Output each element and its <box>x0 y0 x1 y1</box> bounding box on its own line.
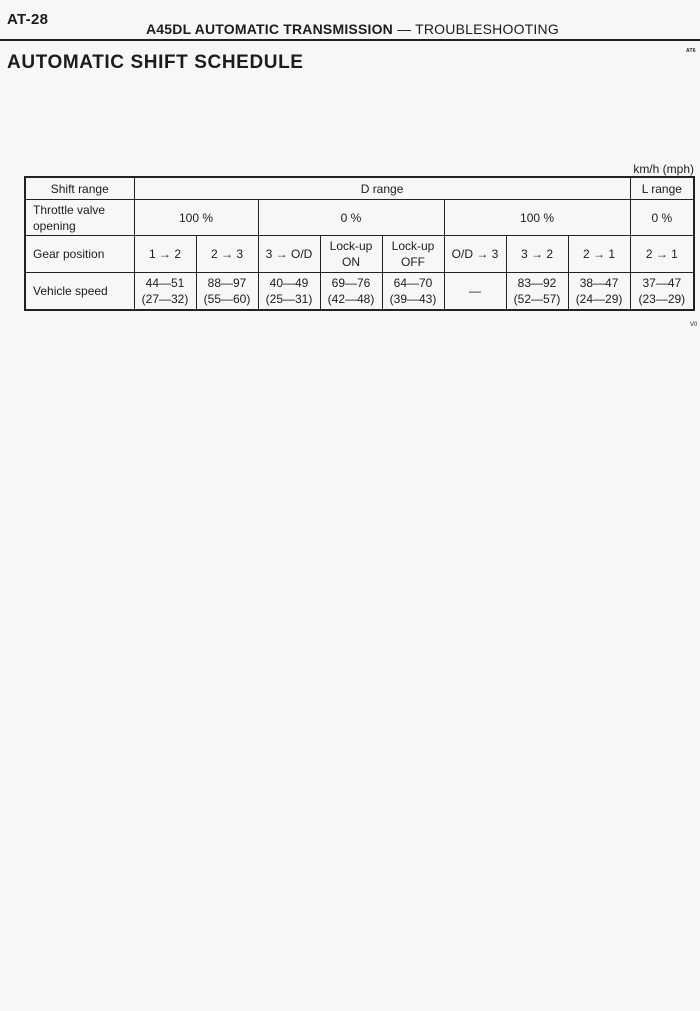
table-row-speed <box>25 273 694 311</box>
gear-line1: O/D → 3 <box>451 247 499 261</box>
page-number: AT-28 <box>7 11 49 28</box>
speed-kmh: 64—70 <box>393 276 433 290</box>
speed-mph: (39—43) <box>389 292 437 306</box>
gear-line1: 2 → 1 <box>645 247 678 261</box>
speed-mph: (52—57) <box>513 292 561 306</box>
cell-gear <box>320 236 382 273</box>
shift-schedule-table <box>24 176 695 311</box>
table-row-shift-range <box>25 177 694 200</box>
gear-line1: Lock-up <box>329 239 373 253</box>
cell-throttle-3: 100 % <box>444 200 630 236</box>
gear-line2: ON <box>342 255 360 269</box>
cell-speed <box>134 273 196 311</box>
speed-kmh: — <box>469 284 481 298</box>
cell-gear <box>382 236 444 273</box>
cell-throttle-4: 0 % <box>630 200 694 236</box>
table-row-gear <box>25 236 694 273</box>
gear-line1: Lock-up <box>391 239 435 253</box>
cell-gear <box>134 236 196 273</box>
speed-kmh: 88—97 <box>207 276 247 290</box>
cell-speed <box>506 273 568 311</box>
reference-code-right: V0 <box>690 322 698 328</box>
speed-mph: (55—60) <box>203 292 251 306</box>
speed-kmh: 40—49 <box>269 276 309 290</box>
cell-speed <box>382 273 444 311</box>
cell-l-range: L range <box>630 177 694 200</box>
cell-gear <box>630 236 694 273</box>
gear-line1: 1 → 2 <box>148 247 181 261</box>
cell-gear <box>444 236 506 273</box>
cell-gear <box>196 236 258 273</box>
row-label-throttle: Throttle valve opening <box>25 200 134 236</box>
cell-speed <box>568 273 630 311</box>
cell-gear <box>258 236 320 273</box>
unit-note: km/h (mph) <box>633 162 694 176</box>
speed-mph: (25—31) <box>265 292 313 306</box>
speed-mph: (27—32) <box>141 292 189 306</box>
header-separator: — <box>392 21 416 37</box>
cell-speed <box>444 273 506 311</box>
row-label-shift-range: Shift range <box>25 177 134 200</box>
speed-kmh: 44—51 <box>145 276 185 290</box>
row-label-speed: Vehicle speed <box>25 273 134 311</box>
speed-kmh: 37—47 <box>642 276 682 290</box>
gear-line1: 3 → O/D <box>265 247 313 261</box>
speed-mph: (42—48) <box>327 292 375 306</box>
cell-throttle-2: 0 % <box>258 200 444 236</box>
running-header <box>146 21 559 37</box>
gear-line2: OFF <box>401 255 425 269</box>
gear-line1: 3 → 2 <box>520 247 553 261</box>
header-title-bold: A45DL AUTOMATIC TRANSMISSION <box>146 21 393 37</box>
section-title: AUTOMATIC SHIFT SCHEDULE <box>7 52 304 73</box>
speed-kmh: 83—92 <box>517 276 557 290</box>
cell-speed <box>320 273 382 311</box>
speed-mph: (24—29) <box>575 292 623 306</box>
cell-speed <box>258 273 320 311</box>
speed-mph: (23—29) <box>638 292 686 306</box>
speed-kmh: 69—76 <box>331 276 371 290</box>
cell-d-range: D range <box>134 177 630 200</box>
header-rule <box>0 39 700 41</box>
cell-gear <box>568 236 630 273</box>
cell-speed <box>196 273 258 311</box>
row-label-gear: Gear position <box>25 236 134 273</box>
cell-speed <box>630 273 694 311</box>
table-row-throttle <box>25 200 694 236</box>
reference-code-top: AT6 <box>686 48 696 54</box>
cell-throttle-1: 100 % <box>134 200 258 236</box>
gear-line1: 2 → 1 <box>583 247 616 261</box>
gear-line1: 2 → 3 <box>210 247 243 261</box>
header-title-normal: TROUBLESHOOTING <box>415 21 559 37</box>
speed-kmh: 38—47 <box>579 276 619 290</box>
cell-gear <box>506 236 568 273</box>
